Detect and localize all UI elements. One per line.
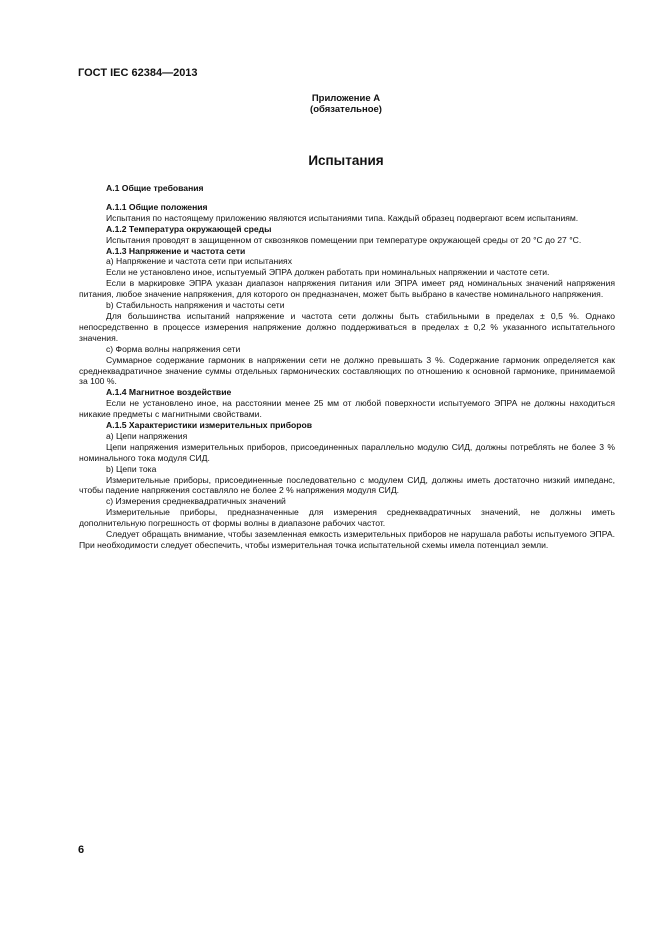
paragraph-a13-c-1: Суммарное содержание гармоник в напряжении сети не должно превышать 3 %. Содержание гармоник определяется как среднеквадратичное значение суммы отдельных гармонических составляющих по отношению к основной гармонике, принимаемой за 100 %. [79, 354, 615, 387]
subitem-a13-b: b) Стабильность напряжения и частоты сети [106, 300, 285, 311]
paragraph-a13-a-1: Если не установлено иное, испытуемый ЭПРА должен работать при номинальных напряжении и частоте сети. [106, 267, 550, 278]
heading-a12: А.1.2 Температура окружающей среды [106, 223, 272, 234]
annex-status: (обязательное) [310, 104, 382, 115]
subitem-a15-b: b) Цепи тока [106, 463, 157, 474]
annex-title: Приложение А [311, 93, 381, 104]
document-body [79, 183, 615, 551]
paragraph-a15-c-1: Измерительные приборы, предназначенные для измерения среднеквадратичных значений, не должны иметь дополнительную погрешность от формы волны в диапазоне рабочих частот. [79, 507, 615, 529]
paragraph-a15-a-1: Цепи напряжения измерительных приборов, присоединенных параллельно модулю СИД, должны потреблять не более 3 % номинального тока модуля СИД. [79, 441, 615, 463]
heading-a1: А.1 Общие требования [106, 183, 204, 193]
page-number: 6 [78, 844, 85, 856]
section-title-text: Испытания [308, 153, 384, 168]
paragraph-a15-b-1: Измерительные приборы, присоединенные последовательно с модулем СИД, должны иметь достаточно низкий импеданс, чтобы падение напряжения составляло не более 2 % напряжения модуля СИД. [79, 474, 615, 496]
paragraph-a11-1: Испытания по настоящему приложению являются испытаниями типа. Каждый образец подвергают всем испытаниям. [106, 212, 579, 223]
paragraph-a13-b-1: Для большинства испытаний напряжение и частота сети должны быть стабильными в пределах ± 0,5 %. Однако непосредственно в процессе измерения напряжение должно поддерживаться в пределах ± 0,2 % указанного испытательного значения. [79, 310, 615, 343]
paragraph-a14-1: Если не установлено иное, на расстоянии менее 25 мм от любой поверхности испытуемого ЭПРА не должны находиться никакие предметы с магнитными свойствами. [79, 398, 615, 420]
subitem-a13-c: с) Форма волны напряжения сети [106, 343, 241, 354]
heading-a15: А.1.5 Характеристики измерительных приборов [106, 420, 313, 431]
heading-a11: А.1.1 Общие положения [106, 201, 208, 212]
paragraph-a12-1: Испытания проводят в защищенном от сквозняков помещении при температуре окружающей среды от 20 °С до 27 °С. [106, 234, 582, 245]
paragraph-a15-c-2: Следует обращать внимание, чтобы заземленная емкость измерительных приборов не нарушала работы испытуемого ЭПРА. При необходимости следует обеспечить, чтобы измерительная точка испытательной схемы имела потенциал земли. [79, 529, 615, 550]
section-title [0, 153, 661, 168]
subitem-a15-a: а) Цепи напряжения [106, 430, 188, 441]
heading-a13: А.1.3 Напряжение и частота сети [106, 245, 246, 256]
heading-a14: А.1.4 Магнитное воздействие [106, 387, 232, 398]
paragraph-a13-a-2: Если в маркировке ЭПРА указан диапазон напряжения питания или ЭПРА имеет ряд номинальных значений напряжения питания, любое значение напряжения, для которого он предназначен, может быть выбрано в качестве номинального напряжения. [79, 278, 615, 300]
subitem-a15-c: с) Измерения среднеквадратичных значений [106, 496, 286, 507]
standard-header: ГОСТ IEC 62384—2013 [78, 67, 198, 79]
subitem-a13-a: а) Напряжение и частота сети при испытаниях [106, 256, 293, 267]
annex-heading [0, 93, 661, 115]
